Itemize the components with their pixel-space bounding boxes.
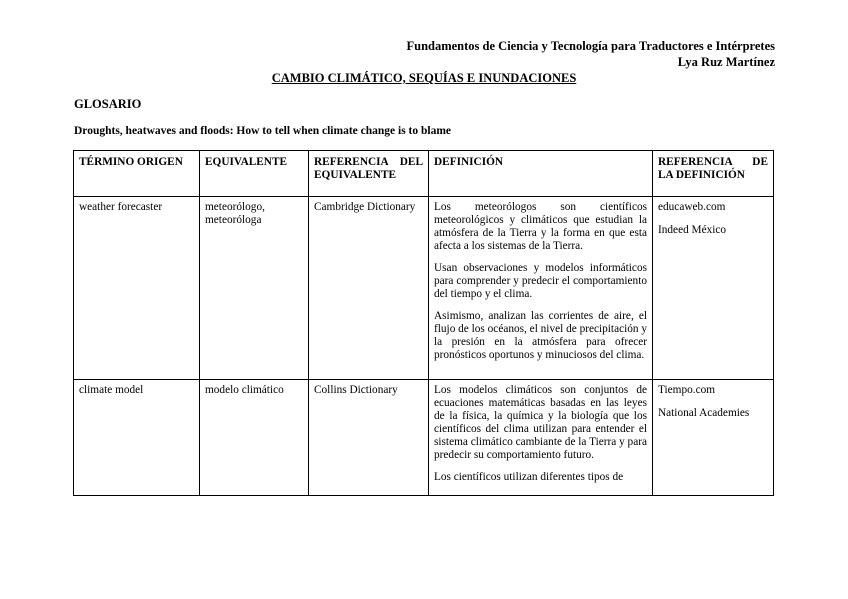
cell-definition (429, 197, 653, 380)
header-definition-reference: REFERENCIA DE LA DEFINICIÓN (653, 151, 774, 197)
section-heading: GLOSARIO (74, 97, 142, 111)
table-row (74, 197, 774, 380)
header-equivalent: EQUIVALENTE (200, 151, 309, 197)
cell-term: climate model (74, 380, 200, 496)
header-definition: DEFINICIÓN (429, 151, 653, 197)
document-header (406, 38, 775, 70)
cell-equivalent-reference: Cambridge Dictionary (309, 197, 429, 380)
reference-source: National Academies (658, 407, 750, 419)
reference-source: Indeed México (658, 224, 727, 236)
cell-equivalent: meteorólogo, meteoróloga (200, 197, 309, 380)
definition-paragraph: Los meteorólogos son científicos meteorológicos y climáticos que estudian la atmósfera de la Tierra y la forma en que esta afecta a los sistemas de la Tierra. (434, 201, 647, 252)
course-title: Fundamentos de Ciencia y Tecnología para Traductores e Intérpretes (406, 39, 775, 53)
cell-definition (429, 380, 653, 496)
cell-definition-reference (653, 380, 774, 496)
definition-paragraph: Asimismo, analizan las corrientes de aire, el flujo de los océanos, el nivel de precipitación y la presión en la atmósfera para ofrecer pronósticos oportunos y minuciosos del clima. (434, 310, 648, 361)
cell-term: weather forecaster (74, 197, 200, 380)
article-subtitle: Droughts, heatwaves and floods: How to tell when climate change is to blame (74, 125, 452, 137)
reference-source: Tiempo.com (658, 384, 716, 396)
header-term: TÉRMINO ORIGEN (74, 151, 200, 197)
table-header-row (74, 151, 774, 197)
document-title: CAMBIO CLIMÁTICO, SEQUÍAS E INUNDACIONES (271, 71, 577, 85)
table-row (74, 380, 774, 496)
reference-source: educaweb.com (658, 201, 726, 213)
definition-paragraph: Los modelos climáticos son conjuntos de ecuaciones matemáticas basadas en las leyes de la física, la química y la biología que los científicos del clima utilizan para entender el sistema climático cambiante de la Tierra y para predecir su comportamiento futuro. (434, 384, 647, 461)
cell-definition-reference (653, 197, 774, 380)
author-name: Lya Ruz Martínez (677, 55, 775, 69)
definition-paragraph: Los científicos utilizan diferentes tipos de (434, 471, 624, 483)
header-equivalent-reference: REFERENCIA DEL EQUIVALENTE (309, 151, 429, 197)
definition-paragraph: Usan observaciones y modelos informáticos para comprender y predecir el comportamiento del tiempo y el clima. (434, 262, 647, 300)
glossary-table (73, 150, 774, 496)
cell-equivalent-reference: Collins Dictionary (309, 380, 429, 496)
cell-equivalent: modelo climático (200, 380, 309, 496)
